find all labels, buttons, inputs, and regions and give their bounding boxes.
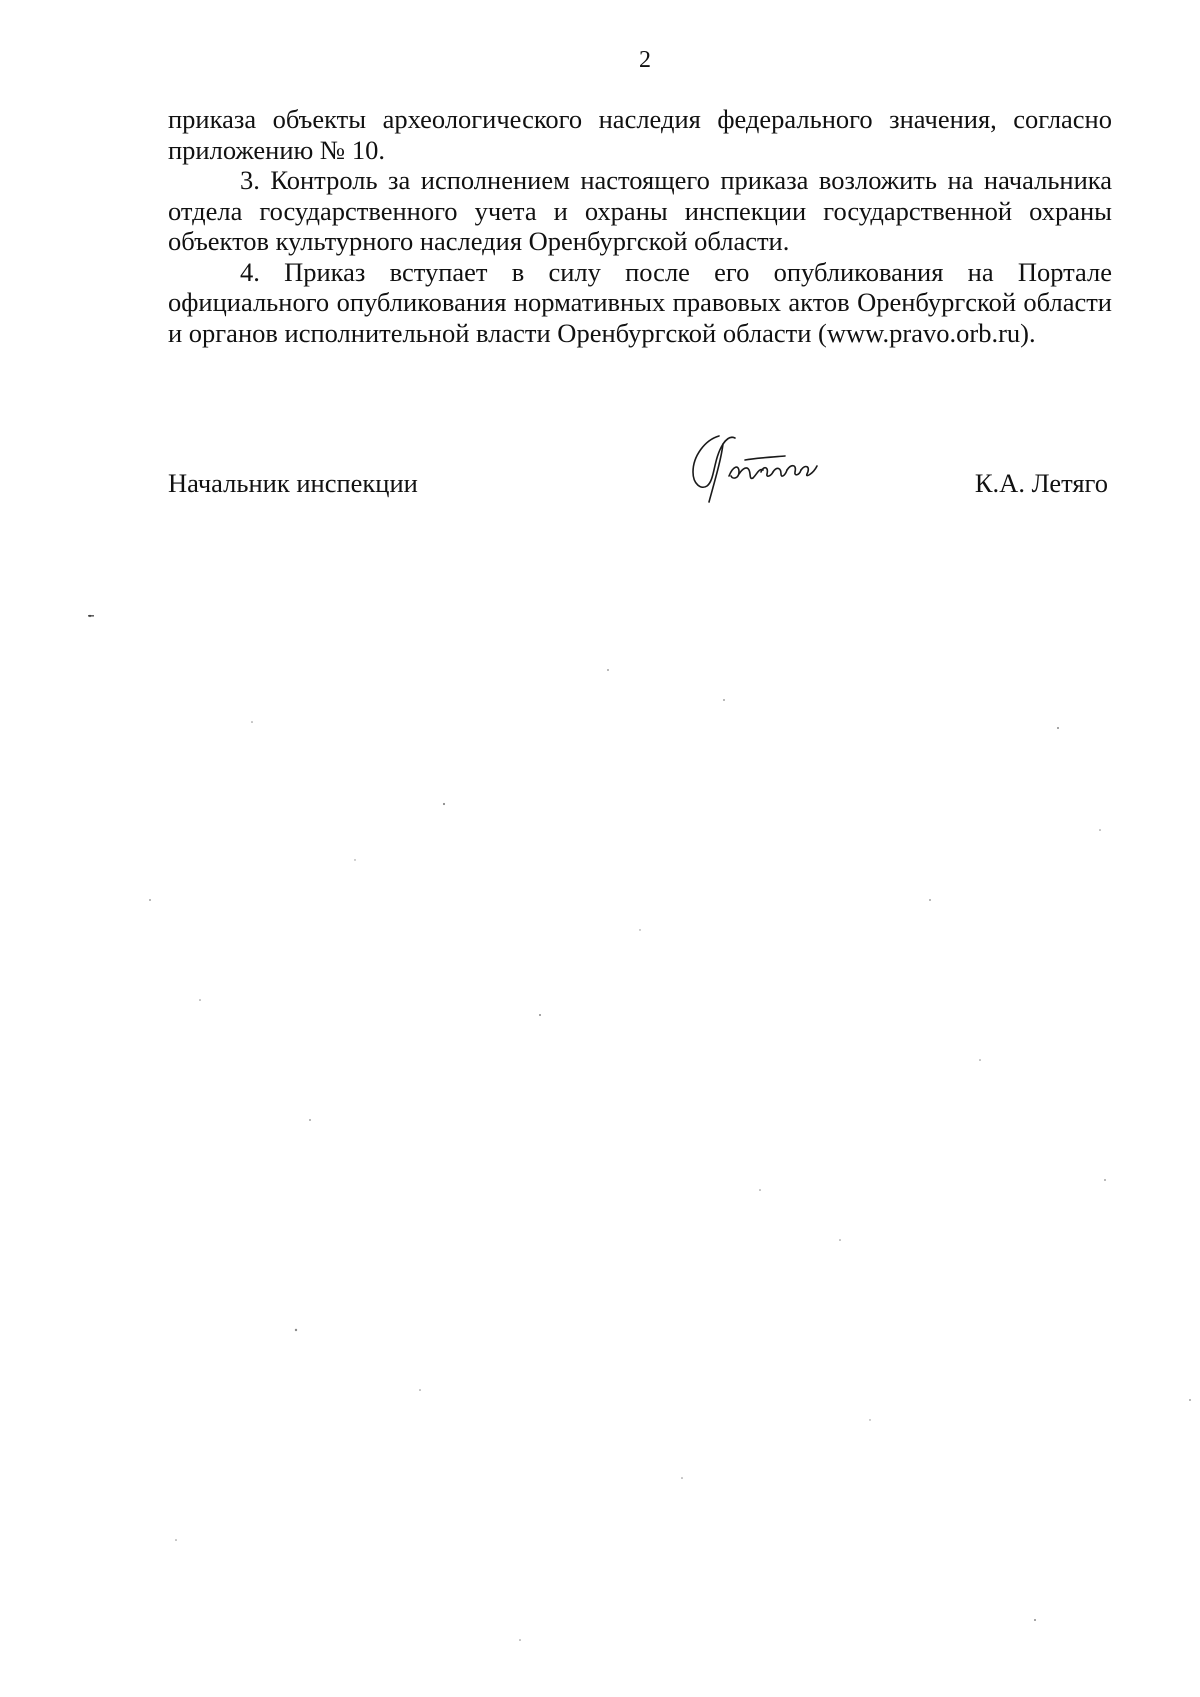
signature-block — [168, 464, 1112, 504]
paragraph-continuation: приказа объекты археологического наследия федерального значения, согласно приложению № 10. — [168, 104, 1112, 165]
paragraph-item-4: 4. Приказ вступает в силу после его опубликования на Портале официального опубликования нормативных правовых актов Оренбургской области и органов исполнительной власти Оренбургской области (www.pravo.orb.ru). — [168, 256, 1112, 348]
handwritten-signature — [683, 430, 833, 510]
paragraph-item-3: 3. Контроль за исполнением настоящего приказа возложить на начальника отдела государственного учета и охраны инспекции государственной охраны объектов культурного наследия Оренбургской области. — [168, 165, 1112, 256]
signatory-position: Начальник инспекции — [168, 468, 418, 498]
signatory-name: К.А. Летяго — [974, 468, 1108, 498]
page-number: 2 — [639, 47, 651, 73]
document-body — [168, 104, 1112, 348]
